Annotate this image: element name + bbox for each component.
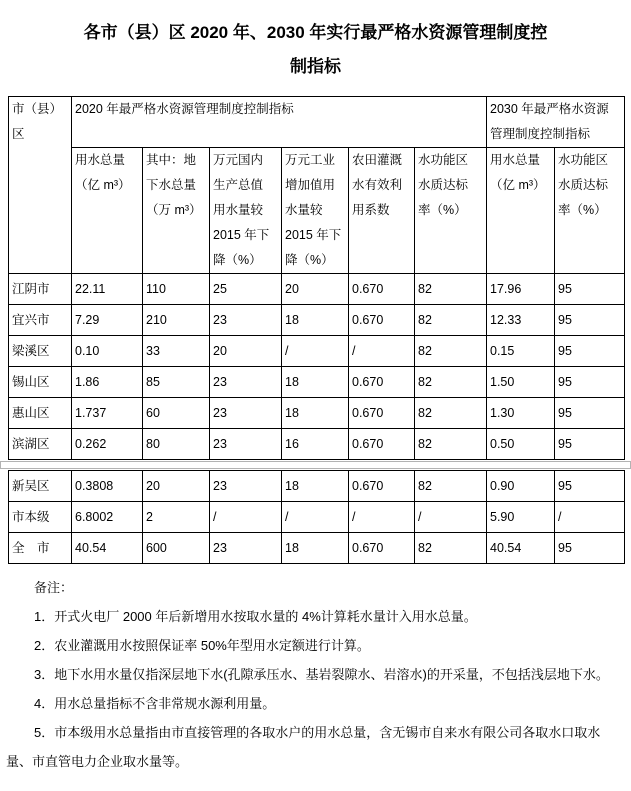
- row-header: 宜兴市: [9, 305, 72, 336]
- cell: 18: [282, 398, 349, 429]
- cell: 18: [282, 533, 349, 564]
- cell: 23: [210, 533, 282, 564]
- cell: 0.670: [349, 398, 415, 429]
- table-row-jiangyin: [9, 274, 625, 305]
- cell: 0.670: [349, 471, 415, 502]
- cell: /: [210, 502, 282, 533]
- cell: /: [349, 336, 415, 367]
- cell: 23: [210, 429, 282, 460]
- row-header: 惠山区: [9, 398, 72, 429]
- cell: 23: [210, 367, 282, 398]
- row-header: 全 市: [9, 533, 72, 564]
- indicators-table-part1: [8, 96, 625, 460]
- cell: 95: [555, 429, 625, 460]
- cell: 0.90: [487, 471, 555, 502]
- row-header: 梁溪区: [9, 336, 72, 367]
- cell: 95: [555, 398, 625, 429]
- cell: 0.670: [349, 429, 415, 460]
- header-row-groups: [9, 97, 625, 148]
- indicators-table-part2: [8, 470, 625, 564]
- cell: 1.86: [72, 367, 143, 398]
- cell: 23: [210, 305, 282, 336]
- cell: 0.670: [349, 305, 415, 336]
- column-header-groundwater: 其中：地 下水总量 （万 m³）: [143, 148, 210, 274]
- column-header-industry-water-drop: 万元工业 增加值用 水量较 2015 年下 降（%）: [282, 148, 349, 274]
- cell: 7.29: [72, 305, 143, 336]
- note-item-1: 1．开式火电厂 2000 年后新增用水按取水量的 4%计算耗水量计入用水总量。: [34, 609, 477, 624]
- cell: 0.15: [487, 336, 555, 367]
- notes-label: 备注：: [34, 580, 74, 595]
- cell: /: [415, 502, 487, 533]
- table-row-yixing: [9, 305, 625, 336]
- cell: 95: [555, 471, 625, 502]
- cell: 0.670: [349, 367, 415, 398]
- column-header-total-water-2030: 用水总量 （亿 m³）: [487, 148, 555, 274]
- cell: 600: [143, 533, 210, 564]
- table-row-xinwu: [9, 471, 625, 502]
- cell: /: [282, 502, 349, 533]
- table-row-liangxi: [9, 336, 625, 367]
- cell: 33: [143, 336, 210, 367]
- cell: /: [282, 336, 349, 367]
- table-split-gap: [0, 461, 631, 469]
- row-header: 滨湖区: [9, 429, 72, 460]
- cell: 80: [143, 429, 210, 460]
- cell: 95: [555, 274, 625, 305]
- cell: 0.3808: [72, 471, 143, 502]
- table-row-xishan: [9, 367, 625, 398]
- cell: 20: [210, 336, 282, 367]
- note-item-5: 5．市本级用水总量指由市直接管理的各取水户的用水总量，含无锡市自来水有限公司各取水口取水量、市直管电力企业取水量等。: [6, 725, 601, 769]
- cell: 82: [415, 533, 487, 564]
- cell: 18: [282, 471, 349, 502]
- cell: 60: [143, 398, 210, 429]
- cell: 0.10: [72, 336, 143, 367]
- cell: 18: [282, 367, 349, 398]
- cell: 82: [415, 367, 487, 398]
- corner-header-cell: 市（县） 区: [9, 97, 72, 274]
- table-row-binhu: [9, 429, 625, 460]
- column-header-water-quality-2030: 水功能区 水质达标 率（%）: [555, 148, 625, 274]
- column-header-irrigation-coefficient: 农田灌溉 水有效利 用系数: [349, 148, 415, 274]
- cell: 40.54: [487, 533, 555, 564]
- column-header-water-quality-2020: 水功能区 水质达标 率（%）: [415, 148, 487, 274]
- group-header-2030: 2030 年最严格水资源 管理制度控制指标: [487, 97, 625, 148]
- cell: 22.11: [72, 274, 143, 305]
- header-row-columns: [9, 148, 625, 274]
- cell: 1.30: [487, 398, 555, 429]
- row-header: 新吴区: [9, 471, 72, 502]
- cell: /: [555, 502, 625, 533]
- row-header: 江阴市: [9, 274, 72, 305]
- table-row-citywide: [9, 533, 625, 564]
- cell: 23: [210, 471, 282, 502]
- cell: 210: [143, 305, 210, 336]
- page-title: 各市（县）区 2020 年、2030 年实行最严格水资源管理制度控 制指标: [83, 23, 548, 76]
- table-row-huishan: [9, 398, 625, 429]
- cell: 17.96: [487, 274, 555, 305]
- cell: 18: [282, 305, 349, 336]
- cell: 95: [555, 367, 625, 398]
- note-item-3: 3．地下水用水量仅指深层地下水(孔隙承压水、基岩裂隙水、岩溶水)的开采量，不包括浅层地下水。: [34, 667, 609, 682]
- cell: 82: [415, 274, 487, 305]
- cell: 5.90: [487, 502, 555, 533]
- cell: /: [349, 502, 415, 533]
- cell: 6.8002: [72, 502, 143, 533]
- note-item-2: 2．农业灌溉用水按照保证率 50%年型用水定额进行计算。: [34, 638, 370, 653]
- cell: 95: [555, 336, 625, 367]
- table-row-municipal: [9, 502, 625, 533]
- cell: 1.737: [72, 398, 143, 429]
- cell: 85: [143, 367, 210, 398]
- cell: 20: [143, 471, 210, 502]
- cell: 82: [415, 398, 487, 429]
- column-header-total-water-2020: 用水总量 （亿 m³）: [72, 148, 143, 274]
- cell: 95: [555, 305, 625, 336]
- cell: 20: [282, 274, 349, 305]
- notes-section: [6, 573, 625, 776]
- cell: 0.670: [349, 274, 415, 305]
- cell: 110: [143, 274, 210, 305]
- note-item-4: 4．用水总量指标不含非常规水源利用量。: [34, 696, 276, 711]
- column-header-gdp-water-drop: 万元国内 生产总值 用水量较 2015 年下 降（%）: [210, 148, 282, 274]
- cell: 2: [143, 502, 210, 533]
- row-header: 市本级: [9, 502, 72, 533]
- cell: 1.50: [487, 367, 555, 398]
- cell: 0.50: [487, 429, 555, 460]
- cell: 82: [415, 471, 487, 502]
- cell: 16: [282, 429, 349, 460]
- cell: 0.670: [349, 533, 415, 564]
- cell: 0.262: [72, 429, 143, 460]
- cell: 82: [415, 429, 487, 460]
- cell: 12.33: [487, 305, 555, 336]
- cell: 82: [415, 305, 487, 336]
- cell: 25: [210, 274, 282, 305]
- cell: 23: [210, 398, 282, 429]
- row-header: 锡山区: [9, 367, 72, 398]
- group-header-2020: 2020 年最严格水资源管理制度控制指标: [72, 97, 487, 148]
- cell: 82: [415, 336, 487, 367]
- cell: 95: [555, 533, 625, 564]
- cell: 40.54: [72, 533, 143, 564]
